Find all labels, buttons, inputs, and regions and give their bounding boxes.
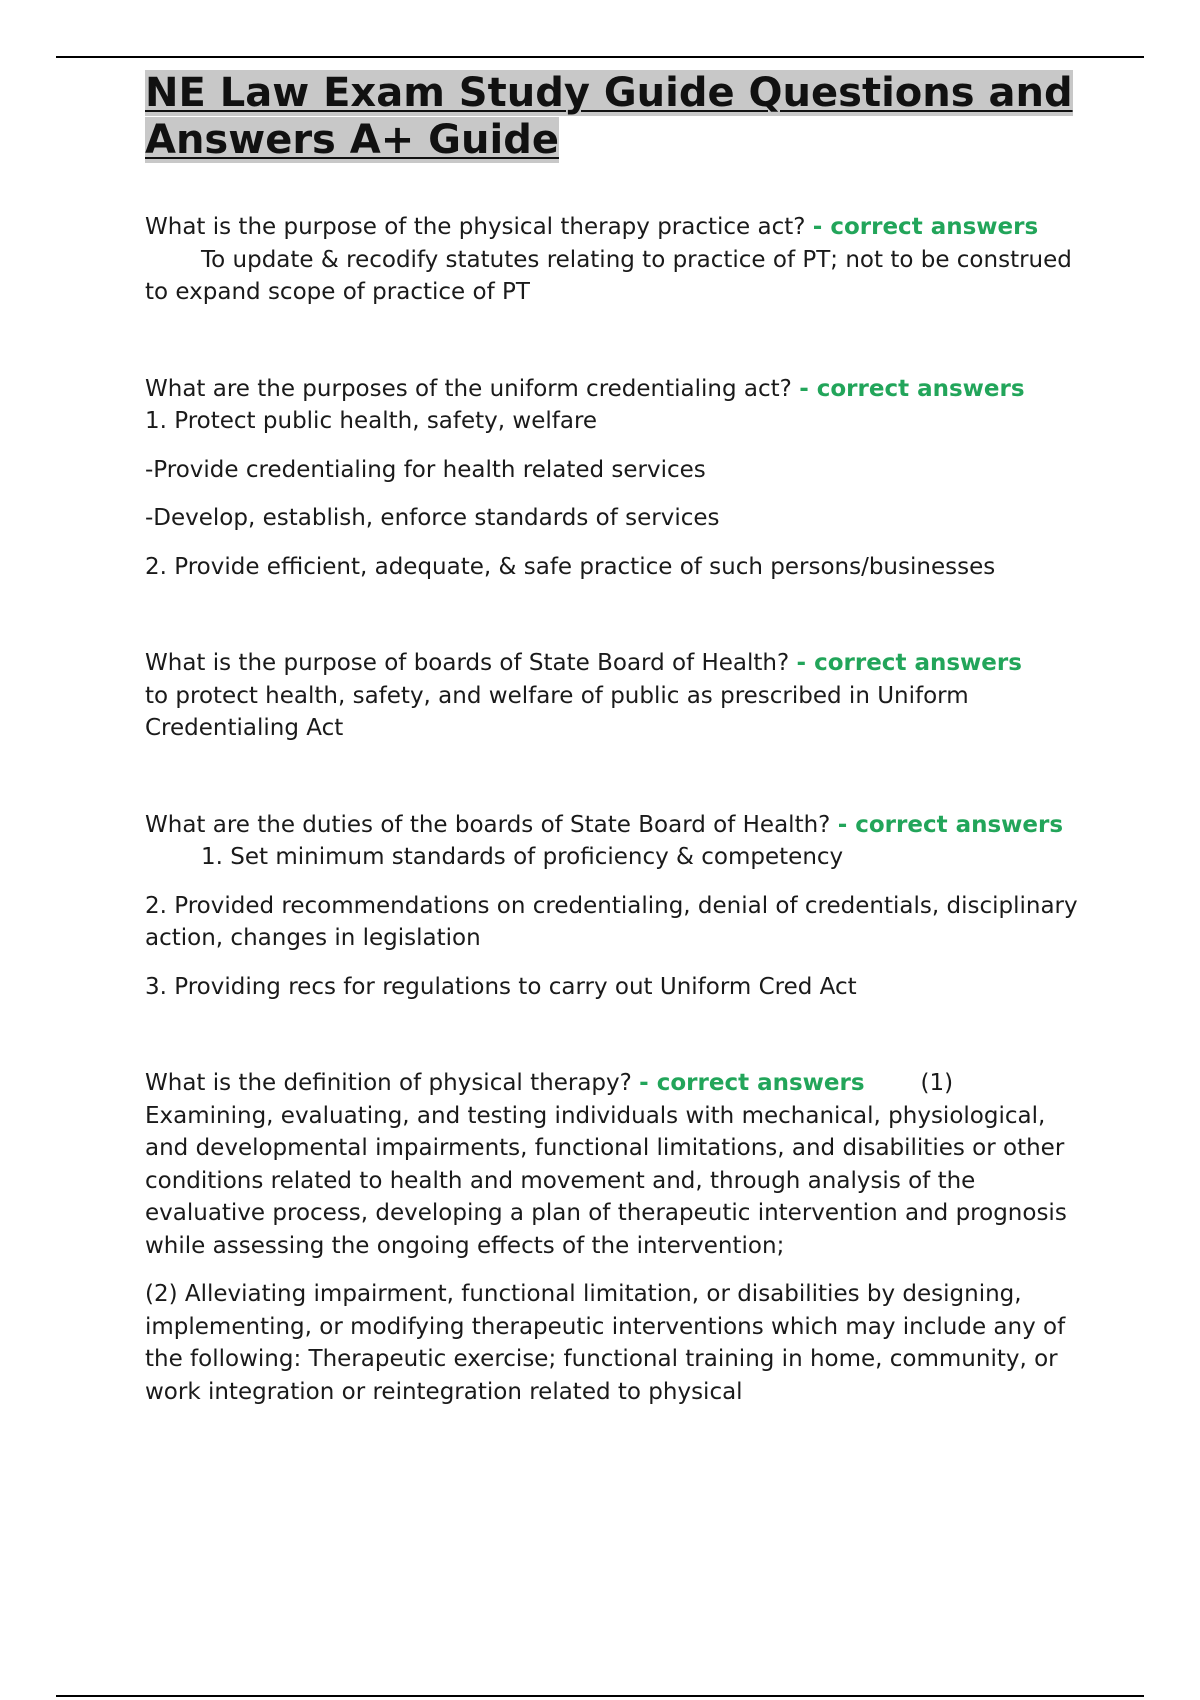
- answer-marker: - correct answers: [799, 375, 1025, 402]
- answer-continuation: 3. Providing recs for regulations to carry out Uniform Cred Act: [145, 973, 857, 1000]
- qa-item: [145, 1067, 1085, 1408]
- title-text: NE Law Exam Study Guide Questions and Answers A+ Guide: [145, 70, 1073, 163]
- question-text: What are the purposes of the uniform credentialing act?: [145, 375, 792, 402]
- qa-question-paragraph: [145, 1067, 1085, 1262]
- answer-continuation: 2. Provide efficient, adequate, & safe practice of such persons/businesses: [145, 553, 996, 580]
- answer-continuation: 2. Provided recommendations on credentialing, denial of credentials, disciplinary action, changes in legislation: [145, 892, 1078, 951]
- answer-text: 1. Protect public health, safety, welfare: [145, 408, 598, 434]
- question-text: What is the purpose of the physical therapy practice act?: [145, 214, 806, 240]
- qa-question-paragraph: [145, 809, 1085, 874]
- top-rule: [56, 56, 1144, 58]
- question-text: What is the purpose of boards of State Board of Health?: [145, 650, 790, 676]
- qa-item: [145, 211, 1085, 309]
- answer-marker: - correct answers: [796, 650, 1022, 676]
- answer-marker: - correct answers: [837, 811, 1064, 838]
- answer-continuation: (2) Alleviating impairment, functional limitation, or disabilities by designing, implementing, or modifying therapeutic interventions which may include any of the following: Therapeutic exercise; functional training in home, community, or work integration or reintegration related to physical: [145, 1281, 1066, 1405]
- question-text: What is the definition of physical therapy?: [145, 1070, 632, 1096]
- answer-text: 1. Set minimum standards of proficiency & competency: [201, 844, 844, 870]
- document-body: [145, 70, 1085, 1472]
- qa-question-paragraph: [145, 647, 1085, 745]
- answer-text: (1) Examining, evaluating, and testing individuals with mechanical, physiological, and developmental impairments, functional limitations, and disabilities or other conditions related to health and movement and, through analysis of the evaluative process, developing a plan of therapeutic intervention and prognosis while assessing the ongoing effects of the intervention;: [145, 1070, 1067, 1259]
- answer-text: To update & recodify statutes relating to practice of PT; not to be construed to expand scope of practice of PT: [145, 246, 1072, 305]
- qa-item: [145, 647, 1085, 745]
- answer-marker: - correct answers: [639, 1070, 865, 1096]
- answer-marker: - correct answers: [812, 214, 1039, 240]
- qa-question-paragraph: [145, 373, 1085, 438]
- answer-continuation: -Provide credentialing for health related services: [145, 456, 706, 483]
- document-title: [145, 70, 1085, 164]
- qa-item: [145, 809, 1085, 1004]
- bottom-rule: [56, 1695, 1144, 1697]
- qa-list: [145, 211, 1085, 1408]
- qa-question-paragraph: [145, 211, 1085, 309]
- answer-text: to protect health, safety, and welfare of public as prescribed in Uniform Credentialing Act: [145, 682, 969, 741]
- question-text: What are the duties of the boards of State Board of Health?: [145, 811, 831, 838]
- answer-continuation: -Develop, establish, enforce standards of services: [145, 505, 720, 531]
- qa-item: [145, 373, 1085, 584]
